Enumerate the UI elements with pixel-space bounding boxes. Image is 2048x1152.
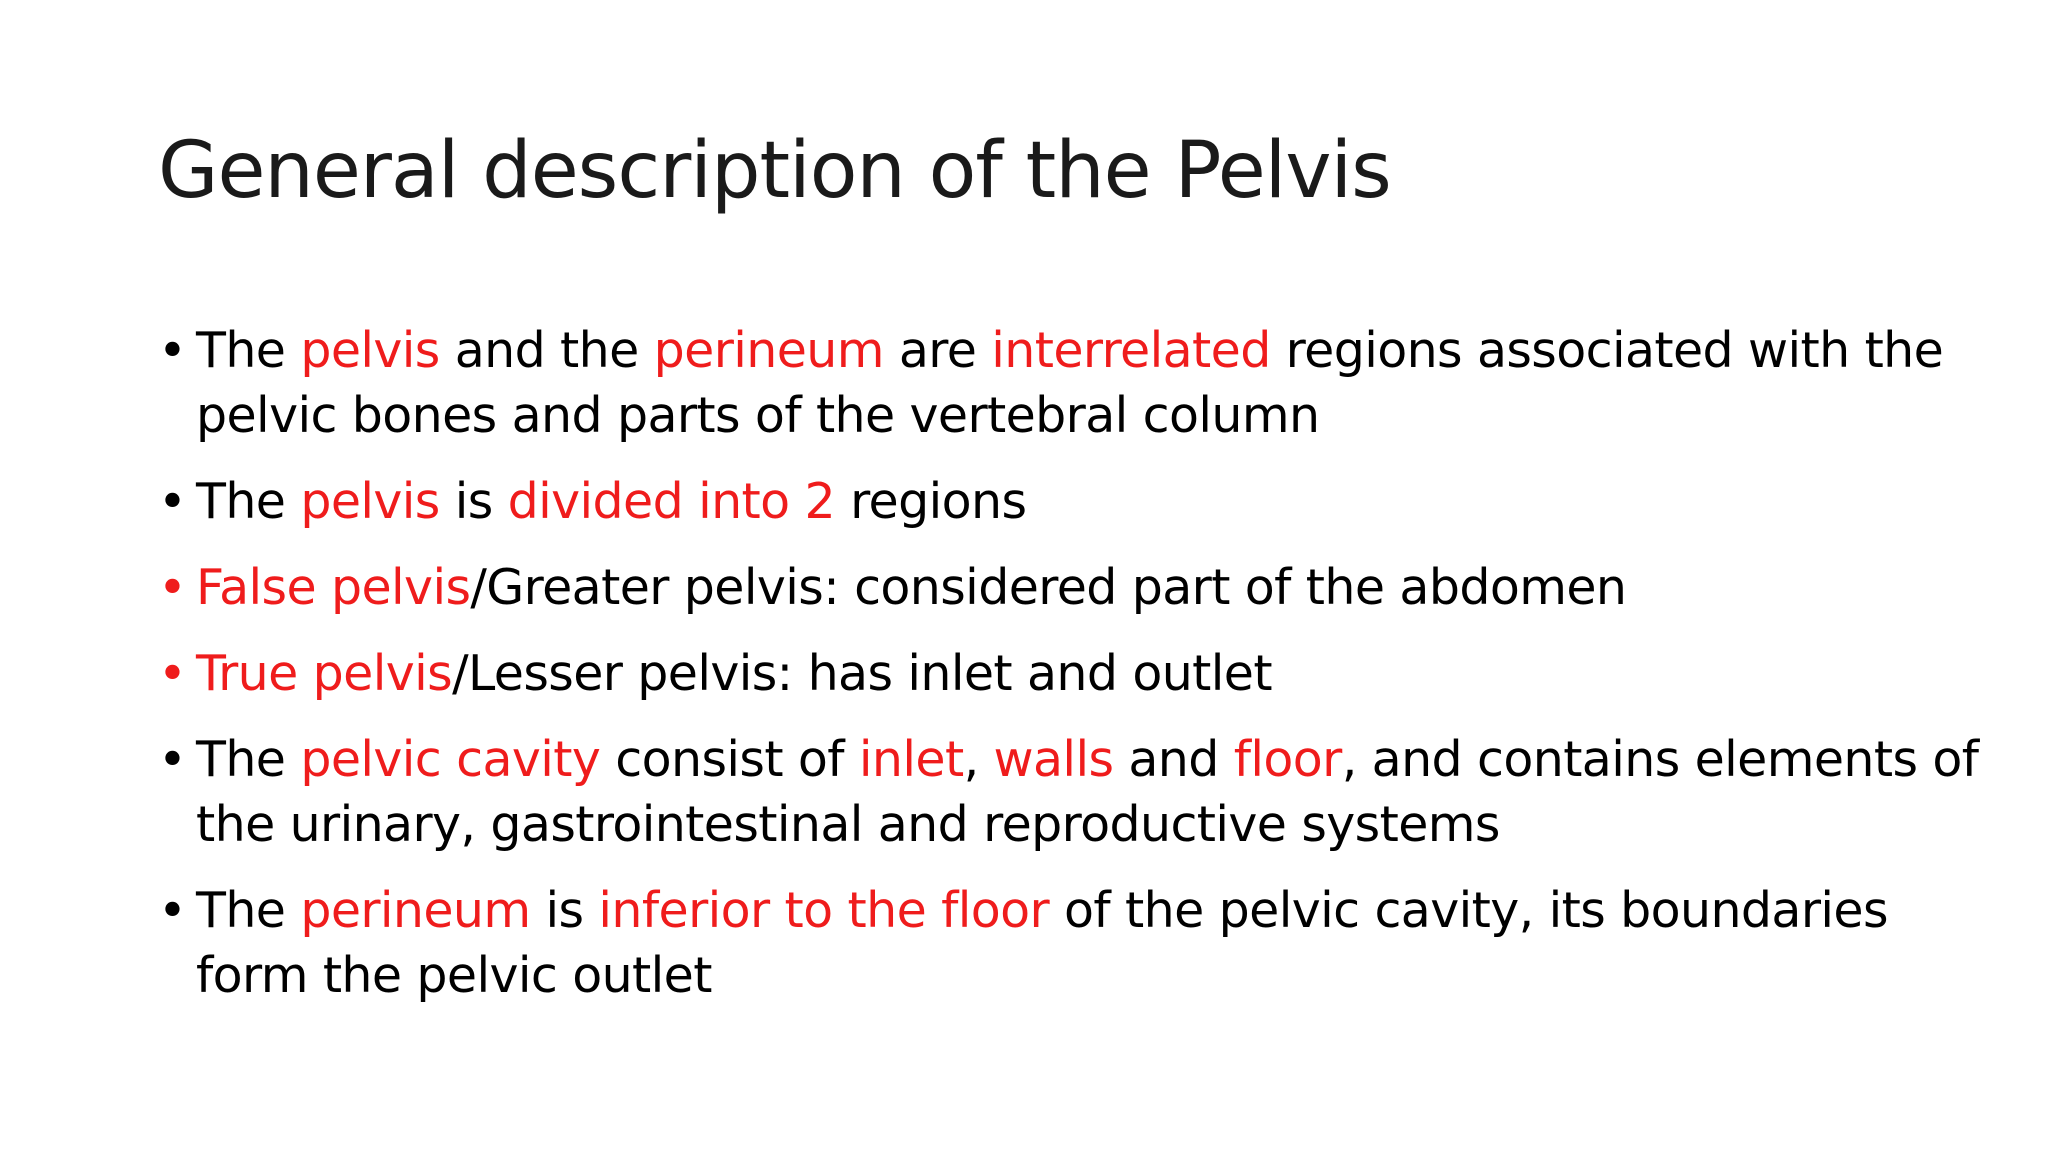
bullet-text: /Greater pelvis: considered part of the abdomen [470, 559, 1627, 616]
bullet-text: and the [439, 322, 654, 379]
bullet-marker: • [158, 731, 187, 788]
bullet-marker: • [158, 559, 187, 616]
bullet-text: regions associated with the pelvic bones and parts of the vertebral column [196, 322, 1944, 444]
bullet-text: is [439, 473, 508, 530]
highlighted-term: False pelvis [196, 559, 471, 616]
bullet-marker: • [158, 322, 187, 379]
bullet-item [158, 878, 1988, 1008]
bullet-text: regions [835, 473, 1027, 530]
bullet-item [158, 318, 1988, 448]
bullet-text: The [196, 882, 301, 939]
slide-title: General description of the Pelvis [158, 126, 1391, 216]
bullet-list [158, 318, 1988, 1029]
bullet-text: The [196, 731, 301, 788]
bullet-text: are [883, 322, 992, 379]
highlighted-term: divided into 2 [507, 473, 836, 530]
highlighted-term: pelvis [300, 473, 440, 530]
bullet-marker: • [158, 645, 187, 702]
bullet-text: The [196, 322, 301, 379]
highlighted-term: pelvis [300, 322, 440, 379]
highlighted-term: interrelated [991, 322, 1271, 379]
bullet-text: consist of [600, 731, 859, 788]
highlighted-term: pelvic cavity [300, 731, 601, 788]
bullet-item [158, 641, 1988, 706]
bullet-text: /Lesser pelvis: has inlet and outlet [452, 645, 1272, 702]
highlighted-term: inferior to the floor [598, 882, 1050, 939]
bullet-item [158, 727, 1988, 857]
bullet-item [158, 555, 1988, 620]
bullet-marker: • [158, 473, 187, 530]
highlighted-term: floor [1233, 731, 1342, 788]
highlighted-term: walls [993, 731, 1114, 788]
highlighted-term: True pelvis [196, 645, 453, 702]
highlighted-term: perineum [300, 882, 531, 939]
highlighted-term: inlet [858, 731, 964, 788]
bullet-marker: • [158, 882, 187, 939]
bullet-text: , [963, 731, 994, 788]
bullet-item [158, 469, 1988, 534]
bullet-text: is [530, 882, 599, 939]
bullet-text: The [196, 473, 301, 530]
highlighted-term: perineum [653, 322, 884, 379]
bullet-text: , and contains elements of the urinary, gastrointestinal and reproductive systems [196, 731, 1979, 853]
bullet-text: and [1113, 731, 1234, 788]
bullet-text: of the pelvic cavity, its boundaries form the pelvic outlet [196, 882, 1888, 1004]
